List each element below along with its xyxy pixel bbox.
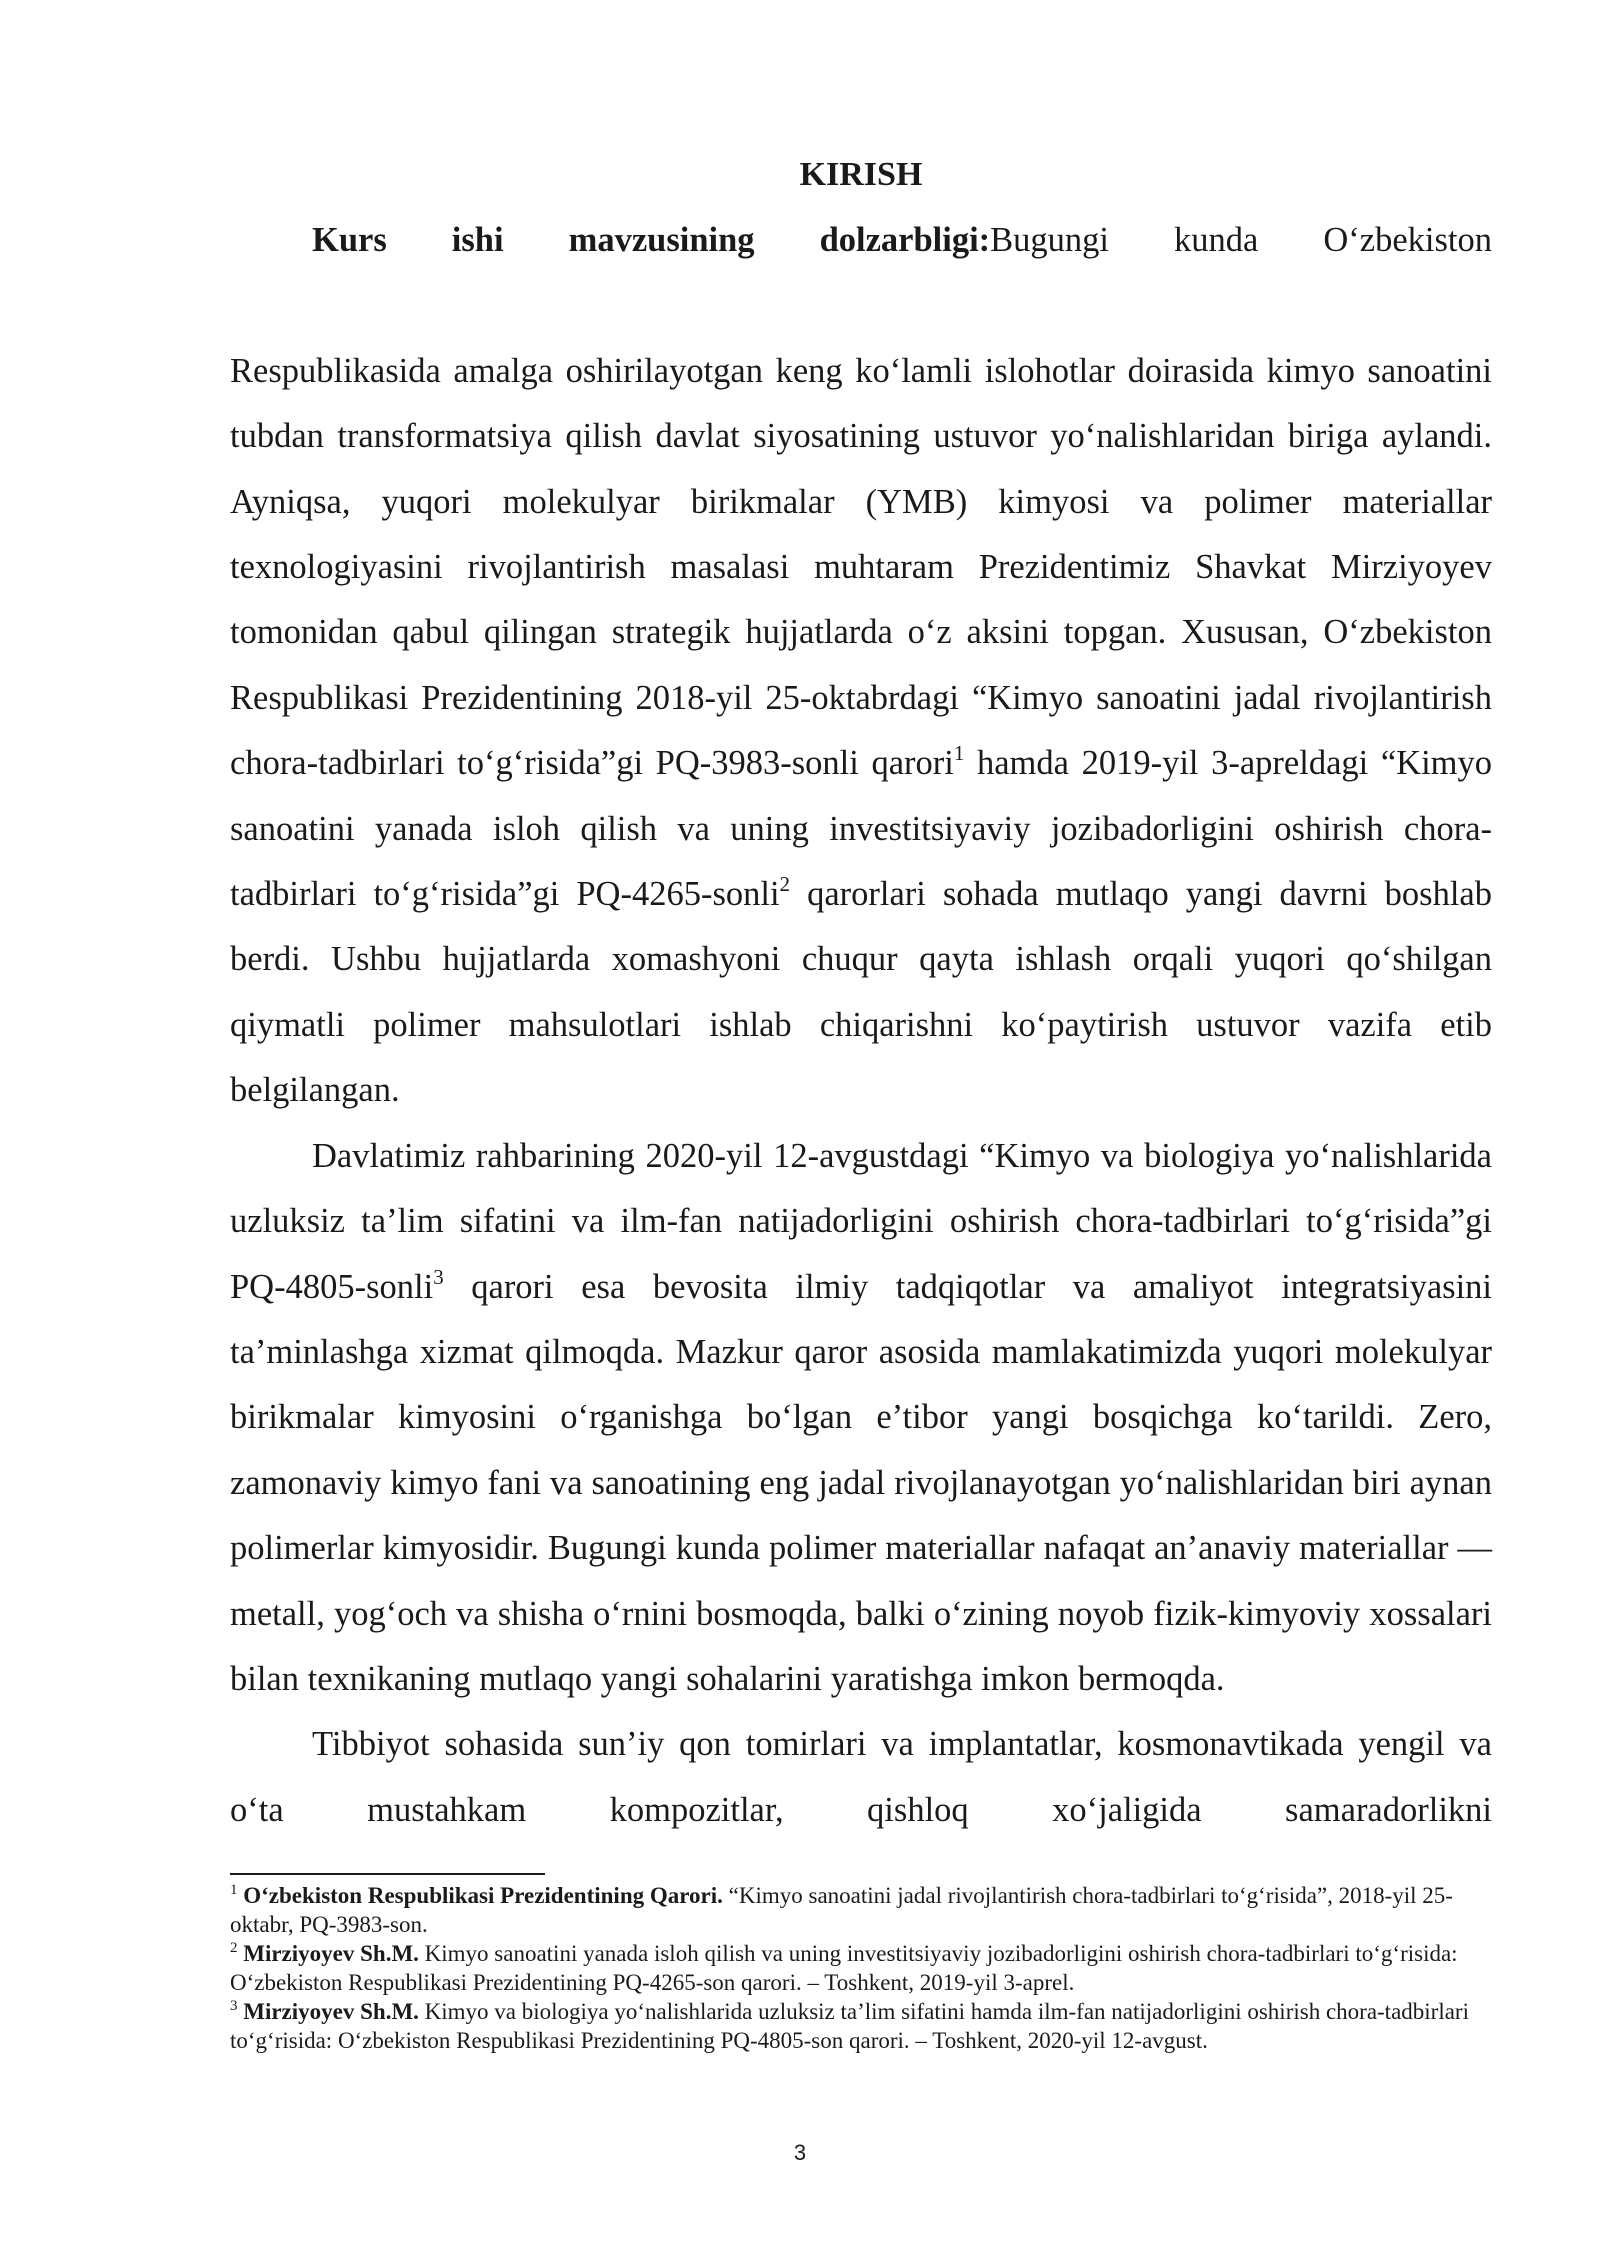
lead-heading: Kurs ishi mavzusining dolzarbligi: (312, 221, 991, 259)
paragraph-applications (230, 1712, 1492, 1908)
paragraph-text: qarori esa bevosita ilmiy tadqiqotlar va amaliyot integratsiyasini ta’minlashga xizmat qilmoqda. Mazkur qaror asosida mamlakatimizda yuqori molekulyar birikmalar kimyosini o‘rganishga bo‘lgan e’tibor yangi bosqichga ko‘tarildi. Zero, zamonaviy kimyo fani va sanoatining eng jadal rivojlanayotgan yo‘nalishlaridan biri aynan polimerlar kimyosidir. Bugungi kunda polimer materiallar nafaqat an’anaviy materiallar — metall, yog‘och va shisha o‘rnini bosmoqda, balki o‘zining noyob fizik-kimyoviy xossalari bilan texnikaning mutlaqo yangi sohalarini yaratishga imkon bermoqda. (230, 1267, 1492, 1698)
footnote-author: O‘zbekiston Respublikasi Prezidentining Qarori. (237, 1883, 723, 1908)
footnote-separator (230, 1873, 545, 1875)
footnote-3 (230, 1997, 1492, 2055)
paragraph-text: hamda 2019-yil 3-apreldagi “Kimyo sanoatini yanada isloh qilish va uning investitsiyaviy jozibadorligini oshirish chora-tadbirlari to‘g‘risida”gi PQ-4265-sonli (230, 744, 1492, 914)
page-number: 3 (793, 2140, 807, 2165)
paragraph-decree (230, 1124, 1492, 1713)
footnote-marker: 2 (230, 1940, 238, 1956)
footnote-text: Kimyo va biologiya yo‘nalishlarida uzluksiz ta’lim sifatini hamda ilm-fan natijadorligini oshirish chora-tadbirlari to‘g‘risida: O‘zbekiston Respublikasi Prezidentining PQ-4805-son qarori. – Toshkent, 2020-yil 12-avgust. (230, 1999, 1469, 2053)
footnote-text: “Kimyo sanoatini jadal rivojlantirish chora-tadbirlari to‘g‘risida”, 2018-yil 25-oktabr, PQ-3983-son. (230, 1883, 1453, 1937)
paragraph-relevance-continued (230, 339, 1492, 1124)
footnote-2 (230, 1939, 1492, 1997)
footnote-marker: 3 (230, 1998, 238, 2014)
footnote-author: Mirziyoyev Sh.M. (237, 1999, 419, 2024)
footnote-author: Mirziyoyev Sh.M. (237, 1941, 419, 1966)
paragraph-text: Bugungi kunda O‘zbekiston (990, 221, 1492, 259)
body-text (230, 208, 1492, 1909)
footnote-reference-2[interactable]: 2 (779, 872, 791, 897)
paragraph-text: Respublikasida amalga oshirilayotgan keng ko‘lamli islohotlar doirasida kimyo sanoatini tubdan transformatsiya qilish davlat siyosatining ustuvor yo‘nalishlaridan biriga aylandi. Ayniqsa, yuqori molekulyar birikmalar (YMB) kimyosi va polimer materiallar texnologiyasini rivojlantirish masalasi muhtaram Prezidentimiz Shavkat Mirziyoyev tomonidan qabul qilingan strategik hujjatlarda o‘z aksini topgan. Xususan, O‘zbekiston Respublikasi Prezidentining 2018-yil 25-oktabrdagi “Kimyo sanoatini jadal rivojlantirish chora-tadbirlari to‘g‘risida”gi PQ-3983-sonli qarori (230, 351, 1492, 783)
paragraph-text: Tibbiyot sohasida sun’iy qon tomirlari va implantatlar, kosmonavtikada yengil va o‘ta mustahkam kompozitlar, qishloq xo‘jaligida samaradorlikni (230, 1725, 1492, 1829)
footnote-marker: 1 (230, 1882, 238, 1898)
section-title: KIRISH (799, 156, 923, 193)
footnotes (230, 1881, 1492, 2055)
paragraph-text: qarorlari sohada mutlaqo yangi davrni boshlab berdi. Ushbu hujjatlarda xomashyoni chuqur qayta ishlash orqali yuqori qo‘shilgan qiymatli polimer mahsulotlari ishlab chiqarishni ko‘paytirish ustuvor vazifa etib belgilangan. (230, 875, 1492, 1110)
paragraph-relevance (230, 208, 1492, 339)
footnote-reference-3[interactable]: 3 (433, 1264, 444, 1289)
footnote-1 (230, 1881, 1492, 1939)
footnote-text: Kimyo sanoatini yanada isloh qilish va uning investitsiyaviy jozibadorligini oshirish chora-tadbirlari to‘g‘risida: O‘zbekiston Respublikasi Prezidentining PQ-4265-son qarori. – Toshkent, 2019-yil 3-aprel. (230, 1941, 1458, 1995)
footnote-reference-1[interactable]: 1 (953, 741, 965, 766)
paragraph-text: Davlatimiz rahbarining 2020-yil 12-avgustdagi “Kimyo va biologiya yo‘nalishlarida uzluksiz ta’lim sifatini va ilm-fan natijadorligini oshirish chora-tadbirlari to‘g‘risida”gi PQ-4805-sonli (230, 1136, 1492, 1306)
